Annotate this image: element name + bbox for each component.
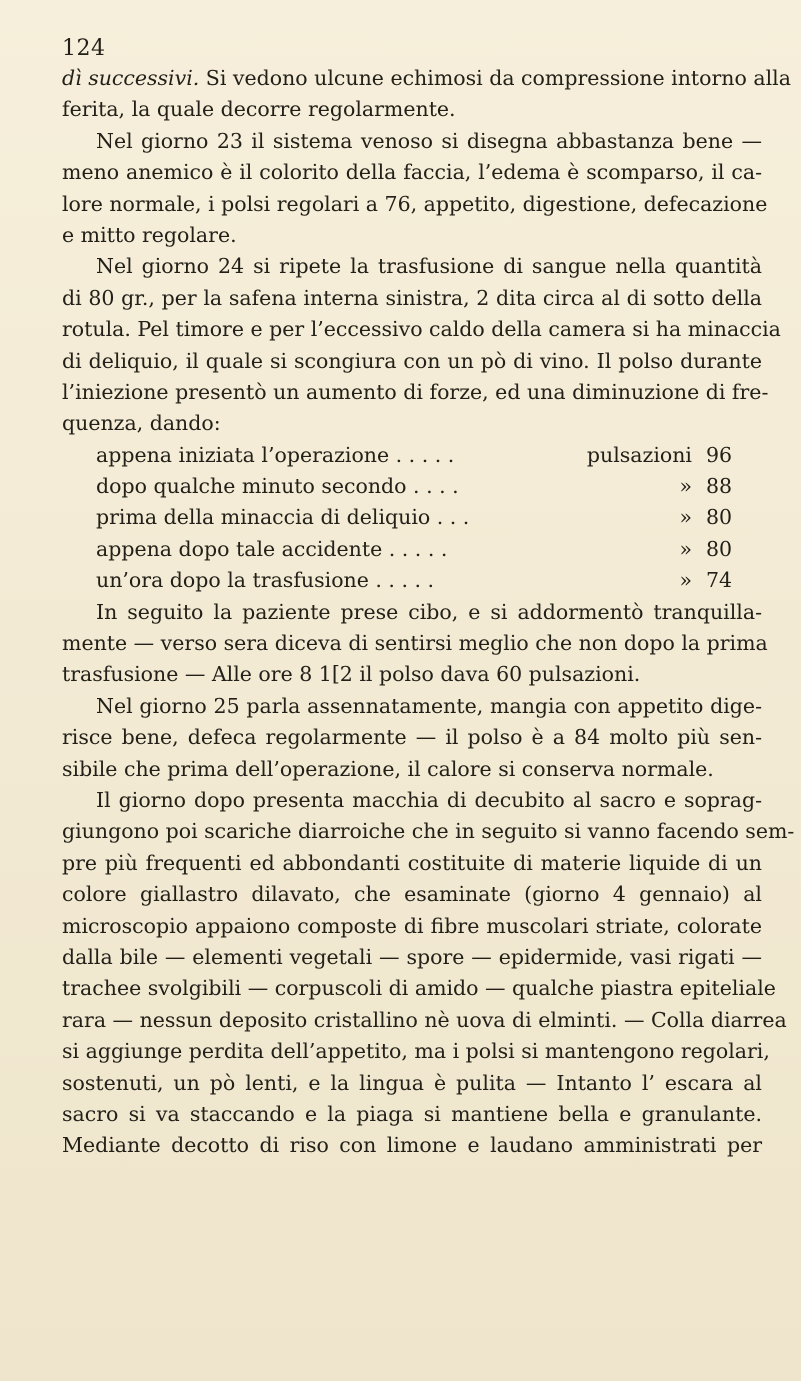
text-line: sostenuti, un pò lenti, e la lingua è pulita — Intanto l’ escara al [62, 1070, 762, 1095]
text-line: risce bene, defeca regolarmente — il polso è a 84 molto più sen- [62, 725, 762, 750]
text-line: trasfusione — Alle ore 8 1[2 il polso dava 60 pulsazioni. [62, 662, 641, 687]
text-line: sacro si va staccando e la piaga si mantiene bella e granulante. [62, 1101, 762, 1126]
text-line: lore normale, i polsi regolari a 76, appetito, digestione, defecazione [62, 191, 768, 216]
text-line: sibile che prima dell’operazione, il calore si conserva normale. [62, 756, 714, 781]
pulse-row [62, 534, 762, 565]
pulse-row [62, 502, 762, 533]
text-line: rotula. Pel timore e per l’eccessivo caldo della camera si ha minaccia [62, 317, 781, 342]
pulse-row-description: appena dopo tale accidente . . . . . [96, 536, 448, 561]
text-line: l’iniezione presentò un aumento di forze, ed una diminuzione di fre- [62, 379, 769, 404]
text-line: quenza, dando: [62, 411, 221, 436]
text-line: Nel giorno 23 il sistema venoso si disegna abbastanza bene — [96, 128, 762, 153]
pulse-row-unit: » [679, 505, 692, 530]
text-line: giungono poi scariche diarroiche che in seguito si vanno facendo sem- [62, 819, 795, 844]
pulse-row-unit: pulsazioni [586, 442, 692, 467]
page-number: 124 [62, 36, 106, 61]
pulse-row-value: 80 [706, 505, 733, 530]
italic-phrase: dì successivi. [62, 66, 200, 90]
text-line: di deliquio, il quale si scongiura con un pò di vino. Il polso durante [62, 348, 762, 373]
text-line: di 80 gr., per la safena interna sinistra, 2 dita circa al di sotto della [62, 285, 762, 310]
pulse-row-description: dopo qualche minuto secondo . . . . [96, 474, 459, 499]
text-line: rara — nessun deposito cristallino nè uova di elminti. — Colla diarrea [62, 1007, 787, 1032]
text-fragment: Si vedono ulcune echimosi da compressione intorno alla [205, 66, 791, 90]
pulse-row [62, 471, 762, 502]
text-line: si aggiunge perdita dell’appetito, ma i polsi si mantengono regolari, [62, 1039, 770, 1064]
pulse-row-unit: » [679, 536, 692, 561]
pulse-row [62, 440, 762, 471]
text-line [62, 63, 791, 94]
pulse-row-description: un’ora dopo la trasfusione . . . . . [96, 568, 435, 593]
text-line: dalla bile — elementi vegetali — spore — epidermide, vasi rigati — [62, 944, 762, 969]
pulse-row-value: 74 [706, 568, 733, 593]
pulse-row-value: 80 [706, 536, 733, 561]
text-line: e mitto regolare. [62, 222, 237, 247]
pulse-table [62, 440, 762, 597]
pulse-row [62, 565, 762, 596]
text-line: trachee svolgibili — corpuscoli di amido — qualche piastra epiteliale [62, 976, 776, 1001]
text-line: Il giorno dopo presenta macchia di decubito al sacro e soprag- [96, 787, 762, 812]
text-line: Nel giorno 24 si ripete la trasfusione di sangue nella quantità [96, 254, 762, 279]
pulse-row-unit: » [679, 568, 692, 593]
text-line: meno anemico è il colorito della faccia, l’edema è scomparso, il ca- [62, 160, 762, 185]
text-line: mente — verso sera diceva di sentirsi meglio che non dopo la prima [62, 631, 768, 656]
text-line: microscopio appaiono composte di fibre muscolari striate, colorate [62, 913, 762, 938]
body-text [62, 63, 795, 1162]
text-line: ferita, la quale decorre regolarmente. [62, 97, 456, 122]
pulse-row-description: appena iniziata l’operazione . . . . . [96, 442, 455, 467]
text-line: pre più frequenti ed abbondanti costituite di materie liquide di un [62, 850, 762, 875]
pulse-row-value: 96 [706, 442, 733, 467]
text-line: In seguito la paziente prese cibo, e si addormentò tranquilla- [96, 599, 762, 624]
text-line: colore giallastro dilavato, che esaminate (giorno 4 gennaio) al [62, 882, 762, 907]
pulse-row-description: prima della minaccia di deliquio . . . [96, 505, 470, 530]
pulse-row-value: 88 [706, 474, 733, 499]
text-line: Mediante decotto di riso con limone e laudano amministrati per [62, 1133, 762, 1158]
text-line: Nel giorno 25 parla assennatamente, mangia con appetito dige- [96, 693, 762, 718]
pulse-row-unit: » [679, 474, 692, 499]
